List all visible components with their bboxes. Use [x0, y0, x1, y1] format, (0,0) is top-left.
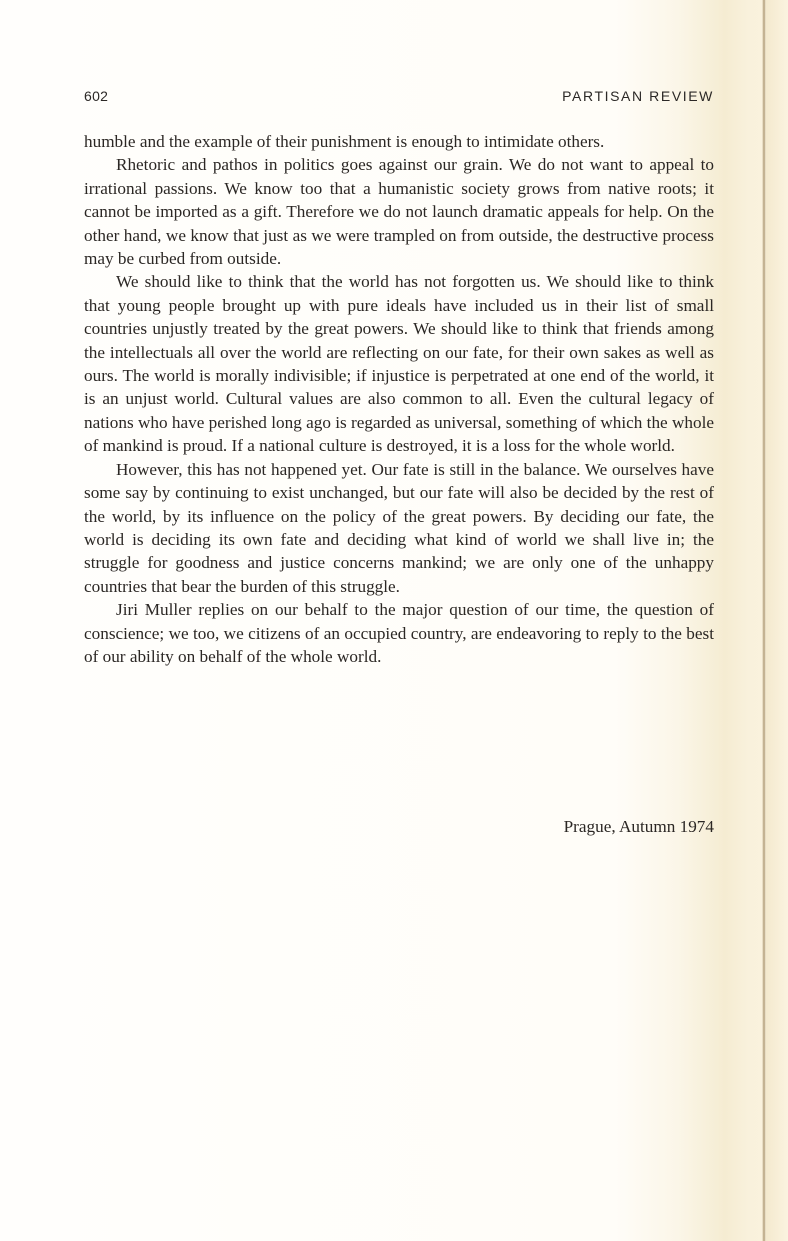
article-body	[84, 130, 714, 668]
page-edge-shadow	[766, 0, 788, 1241]
journal-title: PARTISAN REVIEW	[562, 88, 714, 104]
paragraph-rhetoric: Rhetoric and pathos in politics goes against our grain. We do not want to appeal to irrational passions. We know too that a humanistic society grows from native roots; it cannot be imported as a gift. Therefore we do not launch dramatic appeals for help. On the other hand, we know that just as we were trampled on from outside, the destructive process may be curbed from outside.	[84, 155, 714, 269]
paragraph-continuation: humble and the example of their punishment is enough to intimidate others.	[84, 132, 605, 151]
page-number: 602	[84, 88, 109, 104]
paragraph-jiri-muller: Jiri Muller replies on our behalf to the major question of our time, the question of conscience; we too, we citizens of an occupied country, are endeavoring to reply to the best of our ability on behalf of the whole world.	[84, 600, 714, 666]
paragraph-not-forgotten: We should like to think that the world has not forgotten us. We should like to think that young people brought up with pure ideals have included us in their list of small countries unjustly treated by the great powers. We should like to think that friends among the intellectuals all over the world are reflecting on our fate, for their own sakes as well as ours. The world is morally indivisible; if injustice is perpetrated at one end of the world, it is an unjust world. Cultural values are also common to all. Even the cultural legacy of nations who have perished long ago is regarded as universal, something of which the whole of mankind is proud. If a national culture is destroyed, it is a loss for the whole world.	[84, 272, 714, 456]
running-head	[84, 88, 714, 104]
paragraph-fate-in-balance: However, this has not happened yet. Our fate is still in the balance. We ourselves have some say by continuing to exist unchanged, but our fate will also be decided by the rest of the world, by its influence on the policy of the great powers. By deciding our fate, the world is deciding its own fate and deciding what kind of world we shall live in; the struggle for goodness and justice concerns mankind; we are only one of the unhappy countries that bear the burden of this struggle.	[84, 459, 714, 596]
book-spine-line	[762, 0, 766, 1241]
place-date-signoff: Prague, Autumn 1974	[563, 817, 714, 836]
